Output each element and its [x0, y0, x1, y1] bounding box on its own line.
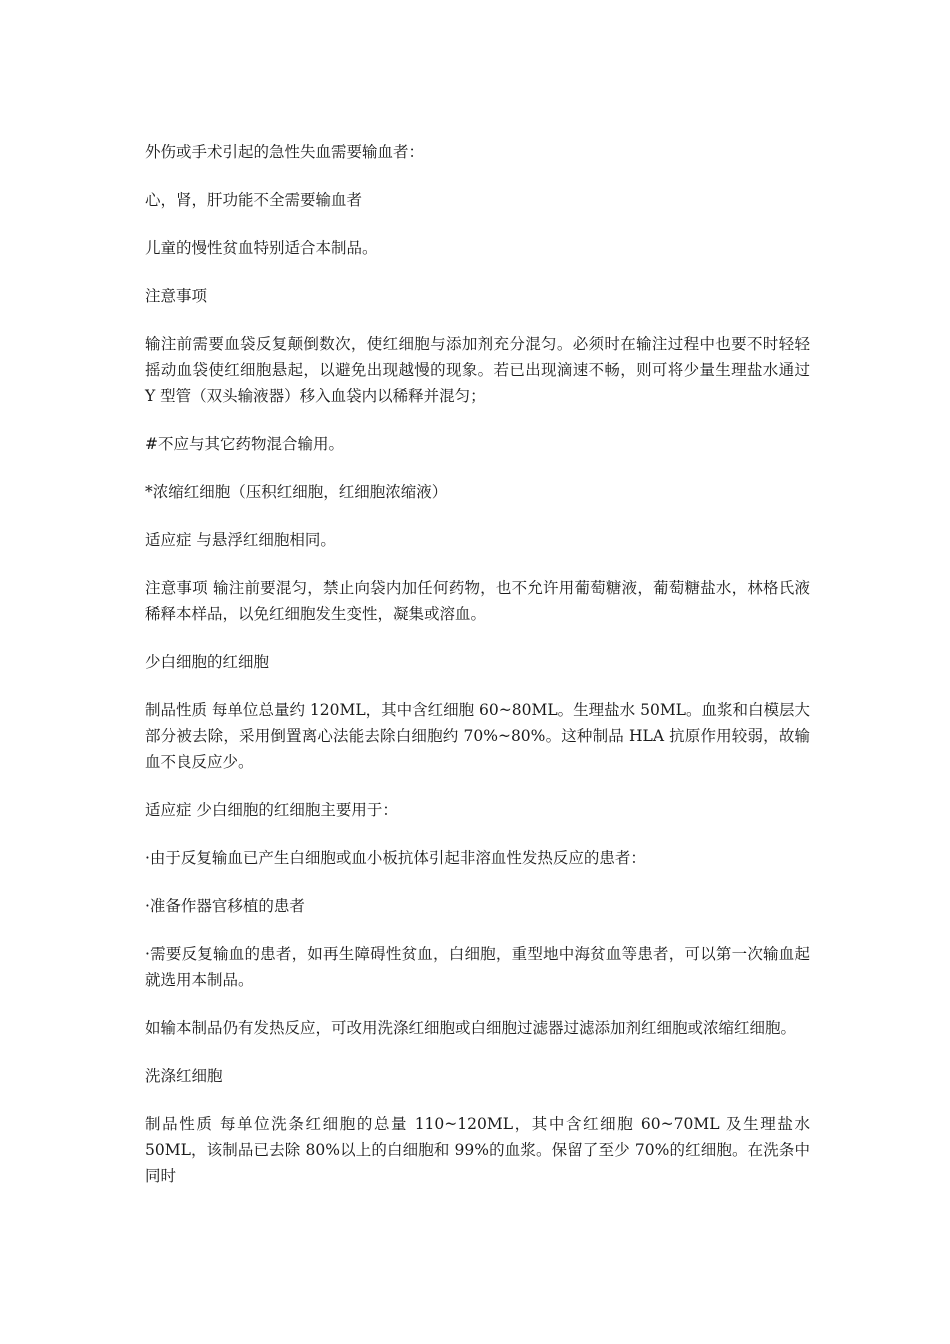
- paragraph: 适应症 与悬浮红细胞相同。: [145, 531, 336, 549]
- list-item: ·由于反复输血已产生白细胞或血小板抗体引起非溶血性发热反应的患者：: [145, 849, 646, 867]
- list-item: ·需要反复输血的患者，如再生障碍性贫血，白细胞，重型地中海贫血等患者，可以第一次输血起就选用本制品。: [145, 945, 810, 989]
- paragraph: 制品性质 每单位总量约 120ML，其中含红细胞 60~80ML。生理盐水 50ML。血浆和白模层大部分被去除，采用倒置离心法能去除白细胞约 70%~80%。这种制品 HLA 抗原作用较弱，故输血不良反应少。: [145, 701, 810, 771]
- paragraph: 如输本制品仍有发热反应，可改用洗涤红细胞或白细胞过滤器过滤添加剂红细胞或浓缩红细胞。: [145, 1019, 797, 1037]
- paragraph: 输注前需要血袋反复颠倒数次，使红细胞与添加剂充分混匀。必须时在输注过程中也要不时轻轻摇动血袋使红细胞悬起，以避免出现越慢的现象。若已出现滴速不畅，则可将少量生理盐水通过 Y 型管（双头输液器）移入血袋内以稀释并混匀；: [145, 335, 810, 405]
- paragraph: 注意事项 输注前要混匀，禁止向袋内加任何药物，也不允许用葡萄糖液，葡萄糖盐水，林格氏液稀释本样品，以免红细胞发生变性，凝集或溶血。: [145, 579, 810, 623]
- list-item: ·准备作器官移植的患者: [145, 897, 305, 915]
- paragraph: 儿童的慢性贫血特别适合本制品。: [145, 239, 378, 257]
- section-heading: 注意事项: [145, 287, 208, 305]
- document-body: [145, 139, 810, 1211]
- section-heading: 少白细胞的红细胞: [145, 653, 270, 671]
- section-heading: 洗涤红细胞: [145, 1067, 223, 1085]
- paragraph: 心，肾，肝功能不全需要输血者: [145, 191, 363, 209]
- section-heading: *浓缩红细胞（压积红细胞，红细胞浓缩液）: [145, 483, 448, 501]
- paragraph: #不应与其它药物混合输用。: [145, 435, 344, 453]
- paragraph: 外伤或手术引起的急性失血需要输血者：: [145, 143, 425, 161]
- paragraph: 制品性质 每单位洗条红细胞的总量 110~120ML，其中含红细胞 60~70ML 及生理盐水 50ML，该制品已去除 80%以上的白细胞和 99%的血浆。保留了至少 70%的红细胞。在洗条中同时: [145, 1115, 810, 1185]
- paragraph: 适应症 少白细胞的红细胞主要用于：: [145, 801, 398, 819]
